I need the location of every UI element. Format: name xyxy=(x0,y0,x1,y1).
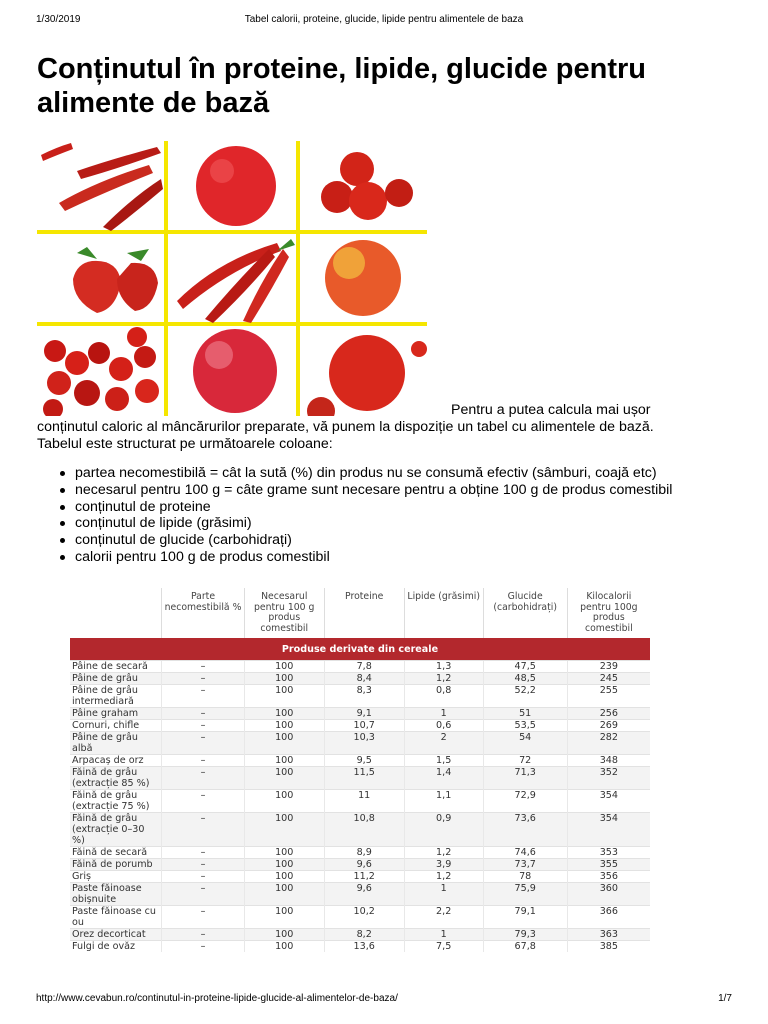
cell-required-g: 100 xyxy=(244,883,324,906)
table-row xyxy=(70,755,650,767)
cell-food-name: Cornuri, chifle xyxy=(70,720,162,732)
print-header-title: Tabel calorii, proteine, glucide, lipide pentru alimentele de baza xyxy=(244,14,524,25)
cell-kcal: 239 xyxy=(567,661,650,673)
cell-lipids: 2 xyxy=(404,732,483,755)
cell-glucides: 73,6 xyxy=(483,813,567,847)
cell-food-name: Griș xyxy=(70,871,162,883)
cell-lipids: 1 xyxy=(404,883,483,906)
cell-inedible-pct: – xyxy=(162,720,245,732)
cell-kcal: 245 xyxy=(567,673,650,685)
cell-food-name: Paste făinoase obișnuite xyxy=(70,883,162,906)
cell-inedible-pct: – xyxy=(162,859,245,871)
cell-protein: 10,2 xyxy=(324,906,404,929)
cell-kcal: 352 xyxy=(567,767,650,790)
cell-kcal: 282 xyxy=(567,732,650,755)
table-row xyxy=(70,813,650,847)
cell-required-g: 100 xyxy=(244,847,324,859)
list-item: conținutul de lipide (grăsimi) xyxy=(75,515,768,532)
cell-lipids: 1,1 xyxy=(404,790,483,813)
table-header-blank xyxy=(70,588,162,638)
cell-glucides: 71,3 xyxy=(483,767,567,790)
cell-inedible-pct: – xyxy=(162,929,245,941)
cell-lipids: 0,6 xyxy=(404,720,483,732)
column-description-list xyxy=(37,465,768,566)
cell-glucides: 75,9 xyxy=(483,883,567,906)
cell-required-g: 100 xyxy=(244,906,324,929)
cell-kcal: 353 xyxy=(567,847,650,859)
cell-kcal: 355 xyxy=(567,859,650,871)
cell-inedible-pct: – xyxy=(162,673,245,685)
table-row xyxy=(70,941,650,953)
cell-kcal: 354 xyxy=(567,790,650,813)
print-date: 1/30/2019 xyxy=(36,14,81,25)
cell-food-name: Făină de grâu (extracție 75 %) xyxy=(70,790,162,813)
intro-paragraph xyxy=(37,402,737,453)
cell-glucides: 67,8 xyxy=(483,941,567,953)
cell-inedible-pct: – xyxy=(162,883,245,906)
cell-lipids: 1,5 xyxy=(404,755,483,767)
cell-required-g: 100 xyxy=(244,941,324,953)
cell-glucides: 72,9 xyxy=(483,790,567,813)
list-item: partea necomestibilă = cât la sută (%) din produs nu se consumă efectiv (sâmburi, coajă etc) xyxy=(75,465,768,482)
nutrition-table-image xyxy=(70,588,650,988)
cell-kcal: 356 xyxy=(567,871,650,883)
cell-protein: 11,5 xyxy=(324,767,404,790)
table-row xyxy=(70,708,650,720)
cell-inedible-pct: – xyxy=(162,790,245,813)
cell-food-name: Orez decorticat xyxy=(70,929,162,941)
list-item: conținutul de glucide (carbohidrați) xyxy=(75,532,768,549)
cell-food-name: Pâine graham xyxy=(70,708,162,720)
table-header-row xyxy=(70,588,650,638)
table-row xyxy=(70,871,650,883)
cell-food-name: Făină de secară xyxy=(70,847,162,859)
cell-glucides: 78 xyxy=(483,871,567,883)
cell-lipids: 1,4 xyxy=(404,767,483,790)
cell-inedible-pct: – xyxy=(162,661,245,673)
cell-protein: 8,3 xyxy=(324,685,404,708)
list-item: calorii pentru 100 g de produs comestibil xyxy=(75,549,768,566)
cell-food-name: Pâine de grâu albă xyxy=(70,732,162,755)
table-row xyxy=(70,685,650,708)
cell-kcal: 366 xyxy=(567,906,650,929)
cell-glucides: 79,1 xyxy=(483,906,567,929)
cell-kcal: 269 xyxy=(567,720,650,732)
table-row xyxy=(70,883,650,906)
cell-food-name: Paste făinoase cu ou xyxy=(70,906,162,929)
cell-kcal: 360 xyxy=(567,883,650,906)
list-item: conținutul de proteine xyxy=(75,499,768,516)
cell-protein: 9,6 xyxy=(324,859,404,871)
cell-inedible-pct: – xyxy=(162,767,245,790)
footer-page-number: 1/7 xyxy=(718,993,732,1004)
cell-required-g: 100 xyxy=(244,929,324,941)
cell-kcal: 354 xyxy=(567,813,650,847)
cell-glucides: 73,7 xyxy=(483,859,567,871)
cell-glucides: 52,2 xyxy=(483,685,567,708)
cell-food-name: Arpacaș de orz xyxy=(70,755,162,767)
cell-kcal: 256 xyxy=(567,708,650,720)
nutrition-table xyxy=(70,588,650,952)
cell-lipids: 1 xyxy=(404,708,483,720)
cell-glucides: 51 xyxy=(483,708,567,720)
cell-protein: 11,2 xyxy=(324,871,404,883)
col-header-protein: Proteine xyxy=(324,588,404,638)
cell-required-g: 100 xyxy=(244,755,324,767)
cell-inedible-pct: – xyxy=(162,732,245,755)
cell-protein: 10,7 xyxy=(324,720,404,732)
cell-protein: 11 xyxy=(324,790,404,813)
cell-inedible-pct: – xyxy=(162,708,245,720)
table-row xyxy=(70,661,650,673)
cell-lipids: 0,9 xyxy=(404,813,483,847)
cell-required-g: 100 xyxy=(244,661,324,673)
cell-inedible-pct: – xyxy=(162,813,245,847)
cell-required-g: 100 xyxy=(244,685,324,708)
cell-glucides: 53,5 xyxy=(483,720,567,732)
intro-line-1: Pentru a putea calcula mai ușor xyxy=(451,402,651,418)
cell-food-name: Făină de grâu (extracție 85 %) xyxy=(70,767,162,790)
cell-food-name: Pâine de grâu xyxy=(70,673,162,685)
table-row xyxy=(70,732,650,755)
footer-url: http://www.cevabun.ro/continutul-in-proteine-lipide-glucide-al-alimentelor-de-baza/ xyxy=(36,993,398,1004)
cell-protein: 8,9 xyxy=(324,847,404,859)
table-row xyxy=(70,906,650,929)
cell-food-name: Pâine de grâu intermediară xyxy=(70,685,162,708)
cell-glucides: 54 xyxy=(483,732,567,755)
cell-lipids: 1 xyxy=(404,929,483,941)
table-row xyxy=(70,847,650,859)
cell-required-g: 100 xyxy=(244,767,324,790)
col-header-required: Necesarul pentru 100 g produs comestibil xyxy=(244,588,324,638)
cell-kcal: 363 xyxy=(567,929,650,941)
cell-required-g: 100 xyxy=(244,859,324,871)
cell-required-g: 100 xyxy=(244,720,324,732)
section-header-row xyxy=(70,638,650,661)
cell-required-g: 100 xyxy=(244,673,324,685)
cell-food-name: Fulgi de ovăz xyxy=(70,941,162,953)
cell-lipids: 3,9 xyxy=(404,859,483,871)
table-row xyxy=(70,720,650,732)
cell-required-g: 100 xyxy=(244,732,324,755)
cell-protein: 10,8 xyxy=(324,813,404,847)
cell-lipids: 7,5 xyxy=(404,941,483,953)
col-header-glucides: Glucide (carbohidrați) xyxy=(483,588,567,638)
cell-protein: 7,8 xyxy=(324,661,404,673)
cell-lipids: 2,2 xyxy=(404,906,483,929)
cell-protein: 13,6 xyxy=(324,941,404,953)
cell-food-name: Pâine de secară xyxy=(70,661,162,673)
cell-kcal: 255 xyxy=(567,685,650,708)
cell-protein: 9,6 xyxy=(324,883,404,906)
cell-required-g: 100 xyxy=(244,708,324,720)
cell-protein: 8,4 xyxy=(324,673,404,685)
cell-inedible-pct: – xyxy=(162,941,245,953)
cell-lipids: 1,2 xyxy=(404,871,483,883)
cell-required-g: 100 xyxy=(244,813,324,847)
table-row xyxy=(70,790,650,813)
cell-lipids: 1,3 xyxy=(404,661,483,673)
section-header: Produse derivate din cereale xyxy=(70,638,650,661)
cell-protein: 10,3 xyxy=(324,732,404,755)
table-row xyxy=(70,859,650,871)
cell-kcal: 348 xyxy=(567,755,650,767)
cell-inedible-pct: – xyxy=(162,871,245,883)
cell-lipids: 1,2 xyxy=(404,673,483,685)
cell-lipids: 0,8 xyxy=(404,685,483,708)
cell-inedible-pct: – xyxy=(162,847,245,859)
cell-inedible-pct: – xyxy=(162,906,245,929)
cell-inedible-pct: – xyxy=(162,685,245,708)
col-header-kcal: Kilocalorii pentru 100g produs comestibil xyxy=(567,588,650,638)
cell-lipids: 1,2 xyxy=(404,847,483,859)
list-item: necesarul pentru 100 g = câte grame sunt necesare pentru a obține 100 g de produs comestibil xyxy=(75,482,768,499)
cell-food-name: Făină de porumb xyxy=(70,859,162,871)
cell-protein: 9,1 xyxy=(324,708,404,720)
cell-required-g: 100 xyxy=(244,790,324,813)
col-header-lipids: Lipide (grăsimi) xyxy=(404,588,483,638)
red-vegetables-collage-image xyxy=(37,141,427,416)
page-title: Conținutul în proteine, lipide, glucide pentru alimente de bază xyxy=(37,53,646,119)
cell-glucides: 79,3 xyxy=(483,929,567,941)
cell-protein: 9,5 xyxy=(324,755,404,767)
cell-food-name: Făină de grâu (extracție 0–30 %) xyxy=(70,813,162,847)
cell-inedible-pct: – xyxy=(162,755,245,767)
cell-kcal: 385 xyxy=(567,941,650,953)
cell-glucides: 72 xyxy=(483,755,567,767)
table-row xyxy=(70,767,650,790)
cell-glucides: 47,5 xyxy=(483,661,567,673)
cell-glucides: 74,6 xyxy=(483,847,567,859)
col-header-inedible: Parte necomestibilă % xyxy=(162,588,245,638)
table-row xyxy=(70,929,650,941)
cell-glucides: 48,5 xyxy=(483,673,567,685)
intro-line-2: conținutul caloric al mâncărurilor preparate, vă punem la dispoziție un tabel cu alimentele de bază. xyxy=(37,419,654,435)
cell-protein: 8,2 xyxy=(324,929,404,941)
table-row xyxy=(70,673,650,685)
cell-required-g: 100 xyxy=(244,871,324,883)
intro-line-3: Tabelul este structurat pe următoarele coloane: xyxy=(37,436,333,452)
